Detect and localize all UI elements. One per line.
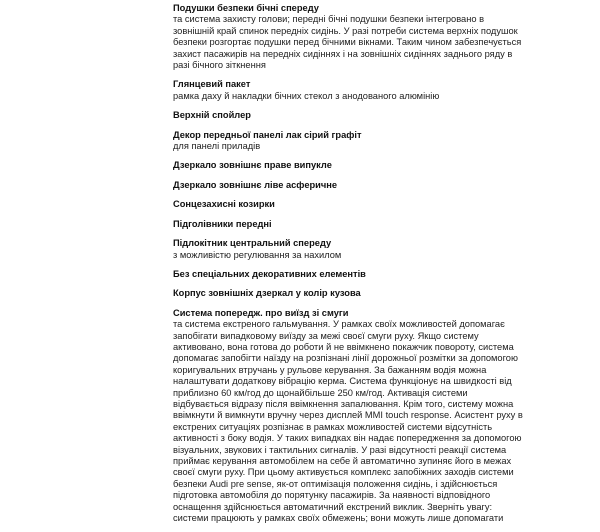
- equipment-item: [173, 110, 523, 121]
- equipment-item: [173, 288, 523, 299]
- item-title: Без спеціальних декоративних елементів: [173, 268, 366, 279]
- item-description: рамка даху й накладки бічних стекол з анодованого алюмінію: [173, 90, 440, 101]
- item-title: Підлокітник центральний спереду: [173, 238, 332, 249]
- item-title: Дзеркало зовнішнє праве випукле: [173, 160, 332, 171]
- equipment-item: [173, 79, 523, 102]
- equipment-item: [173, 130, 523, 153]
- item-description: з можливістю регулювання за нахилом: [173, 249, 342, 260]
- equipment-item: [173, 3, 523, 71]
- item-title: Дзеркало зовнішнє ліве асферичне: [173, 179, 338, 190]
- equipment-item: [173, 269, 523, 280]
- item-title: Система попередж. про виїзд зі смуги: [173, 307, 349, 318]
- item-description: для панелі приладів: [173, 141, 261, 152]
- equipment-item: [173, 199, 523, 210]
- equipment-item: [173, 308, 523, 525]
- item-description: та система захисту голови; передні бічні подушки безпеки інтегровано в зовнішній край спинок передніх сидінь. У разі потреби система верхніх подушок безпеки розгортає подушки перед бічними вікнами. Таким чином забезпечується захист пасажирів на передніх сидіннях і на зовнішніх сидіннях заднього ряду в разі бічного зіткнення: [173, 14, 522, 71]
- item-description: та система екстреного гальмування. У рамках своїх можливостей допомагає запобігати випадковому виїзду за межі своєї смуги руху. Якщо систему активовано, вона готова до роботи й не ввімкнено покажчик повороту, система допомагає запобігти наїзду на розпізнані лінії дорожньої розмітки за допомогою коригувальних втручань у рульове керування. За бажанням водія можна налаштувати додаткову вібрацію керма. Система функціонує на швидкості від приблизно 60 км/год до щонайбільше 250 км/год. Активація системи відбувається відразу після ввімкнення запалювання. Крім того, систему можна ввімкнути й вимкнути вручну через дисплей MMI touch response. Асистент руху в екстрених ситуаціях розпізнає в рамках можливостей системи відсутність активності з боку водія. У таких випадках він надає попередження за допомогою візуальних, звукових і тактильних сигналів. У разі відсутності реакції система приймає керування автомобілем на себе й автоматично зупиняє його в межах своєї смуги руху. При цьому активується комплекс запобіжних заходів системи безпеки Audi pre sense, як-от оптимізація положення сидінь, і здійснюється підготовка автомобіля до порятунку пасажирів. За наявності відповідного оснащення здійснюється автоматичний екстрений виклик. Зверніть увагу: системи працюють у рамках своїх обмежень; вони можуть лише допомагати: [173, 319, 523, 524]
- equipment-list: [173, 3, 523, 532]
- equipment-item: [173, 219, 523, 230]
- item-title: Корпус зовнішніх дзеркал у колір кузова: [173, 288, 361, 299]
- item-title: Підголівники передні: [173, 218, 272, 229]
- item-title: Сонцезахисні козирки: [173, 199, 275, 210]
- equipment-item: [173, 238, 523, 261]
- item-title: Верхній спойлер: [173, 110, 251, 121]
- item-title: Декор передньої панелі лак сірий графіт: [173, 129, 362, 140]
- equipment-item: [173, 180, 523, 191]
- equipment-item: [173, 160, 523, 171]
- item-title: Подушки безпеки бічні спереду: [173, 3, 319, 13]
- item-title: Глянцевий пакет: [173, 79, 251, 90]
